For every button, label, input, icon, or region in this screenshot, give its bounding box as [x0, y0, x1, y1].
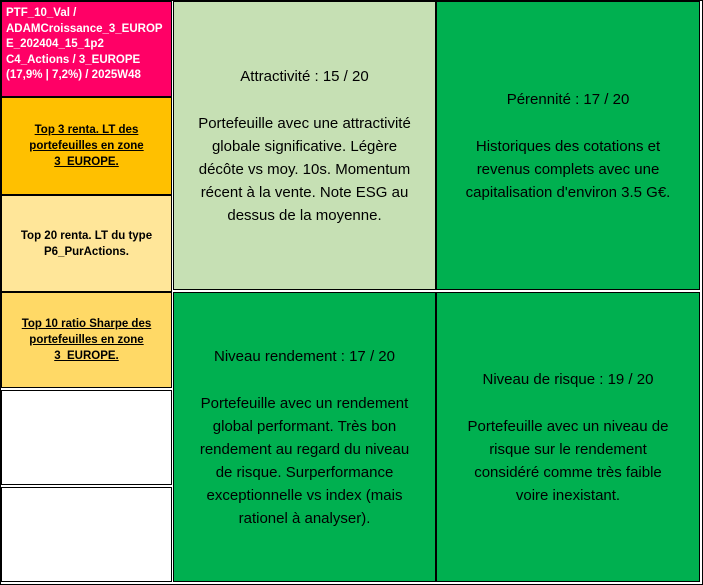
score-risque	[436, 292, 700, 582]
empty-cell-1	[1, 390, 172, 485]
ranking-top3-text: Top 3 renta. LT des portefeuilles en zone 3_EUROPE.	[29, 124, 144, 168]
portfolio-tag-line5: (17,9% | 7,2%) / 2025W48	[6, 69, 141, 81]
empty-cell-2	[1, 487, 172, 582]
score-perennite-title: Pérennité : 17 / 20	[506, 90, 630, 108]
ranking-top3-renta	[1, 97, 172, 195]
score-perennite	[436, 1, 700, 290]
ranking-top20-renta	[1, 195, 172, 292]
ranking-top10-sharpe	[1, 292, 172, 388]
score-risque-title: Niveau de risque : 19 / 20	[482, 370, 654, 388]
score-rendement-title: Niveau rendement : 17 / 20	[214, 347, 395, 365]
score-attractivite	[173, 1, 436, 290]
score-attractivite-description: Portefeuille avec une attractivité globale significative. Légère décôte vs moy. 10s. Momentum récent à la vente. Note ESG au dessus de la moyenne.	[198, 114, 411, 224]
ranking-top20-text: Top 20 renta. LT du type P6_PurActions.	[20, 229, 153, 258]
portfolio-tag-line1: PTF_10_Val /	[6, 7, 77, 19]
score-rendement-description: Portefeuille avec un rendement global performant. Très bon rendement au regard du niveau de risque. Surperformance exceptionnelle vs index (mais rationel à analyser).	[199, 394, 410, 527]
portfolio-tag-line4: C4_Actions / 3_EUROPE	[6, 53, 141, 66]
score-perennite-description: Historiques des cotations et revenus complets avec une capitalisation d'environ 3.5 G€.	[465, 137, 671, 201]
portfolio-tag-line2: ADAMCroissance_3_EUROP	[6, 22, 163, 35]
score-attractivite-title: Attractivité : 15 / 20	[240, 67, 369, 85]
portfolio-tag-line3: E_202404_15_1p2	[6, 38, 104, 50]
score-rendement	[173, 292, 436, 582]
score-risque-description: Portefeuille avec un niveau de risque sur le rendement considéré comme très faible voire inexistant.	[467, 417, 669, 504]
ranking-sharpe-text: Top 10 ratio Sharpe des portefeuilles en zone 3_EUROPE.	[21, 318, 152, 362]
portfolio-tag	[1, 1, 172, 97]
